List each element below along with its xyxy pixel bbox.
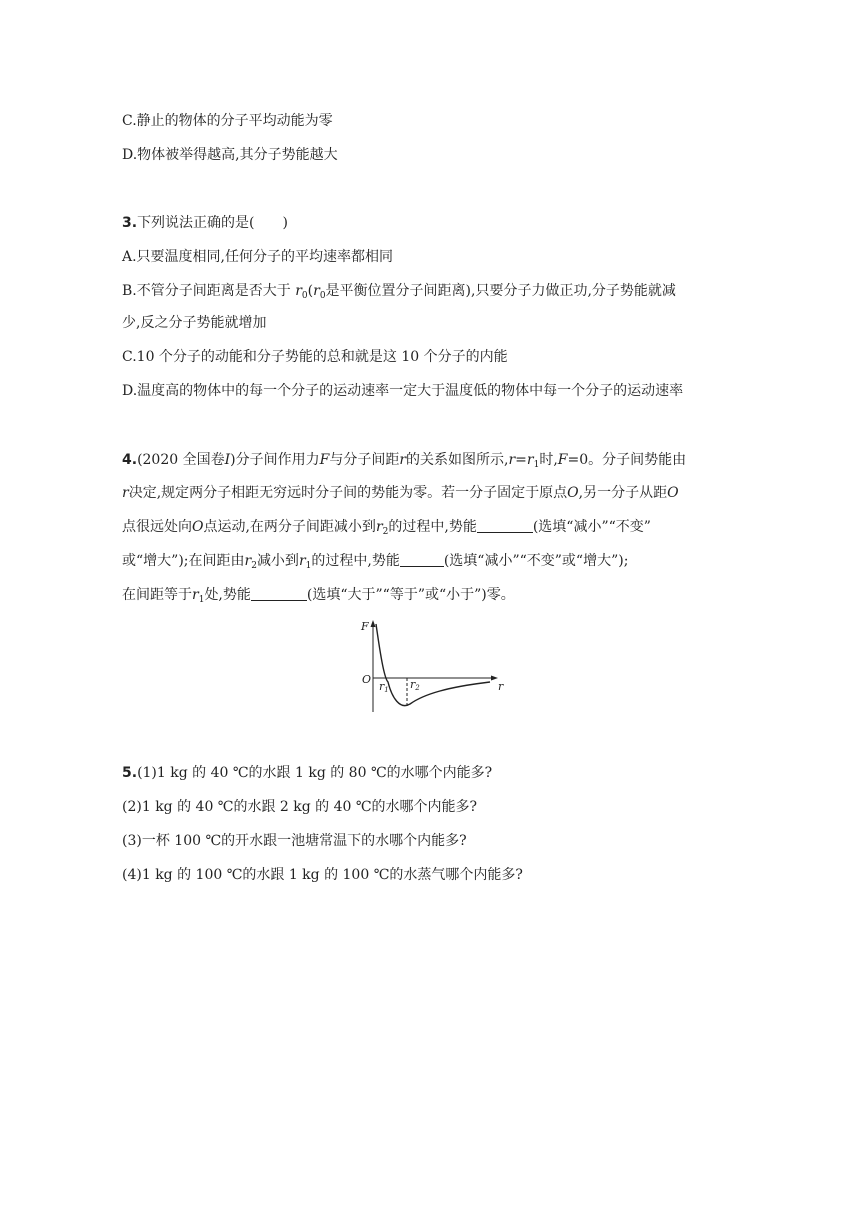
q3b-text-2: ( <box>307 283 314 299</box>
symbol-r: r <box>244 553 252 569</box>
symbol-r: r <box>122 485 129 501</box>
symbol-r: r <box>295 283 302 299</box>
q4-text: 的过程中,势能 <box>388 519 477 535</box>
symbol-r: r <box>192 587 199 603</box>
symbol-r: r <box>298 553 306 569</box>
symbol-O: O <box>667 485 679 501</box>
subscript: 0 <box>301 291 308 301</box>
q3-option-c: C.10 个分子的动能和分子势能的总和就是这 10 个分子的内能 <box>122 349 508 365</box>
q4-line-1 <box>122 450 686 475</box>
q4-text: =0。分子间势能由 <box>567 452 687 468</box>
y-axis-arrow <box>371 620 376 627</box>
subscript: 1 <box>533 460 540 470</box>
roman-numeral: Ⅰ <box>224 452 231 468</box>
q5-part-2: (2)1 kg 的 40 ℃的水跟 2 kg 的 40 ℃的水哪个内能多? <box>122 799 478 815</box>
q4-line-4 <box>122 551 628 576</box>
q4-text: 点运动,在两分子间距减小到 <box>203 519 376 535</box>
answer-blank[interactable] <box>251 586 307 601</box>
q4-text: 决定,规定两分子相距无穷远时分子间的势能为零。若一分子固定于原点 <box>128 485 568 501</box>
symbol-r: r <box>399 452 407 468</box>
q4-text: 点很远处向 <box>122 519 192 535</box>
q3-option-b-cont: 少,反之分子势能就增加 <box>122 315 267 331</box>
force-distance-graph <box>358 612 508 718</box>
symbol-O: O <box>192 519 204 535</box>
q3-option-d: D.温度高的物体中的每一个分子的运动速率一定大于温度低的物体中每一个分子的运动速率 <box>122 383 684 399</box>
q4-text: ,另一分子从距 <box>578 485 668 501</box>
symbol-r: r <box>375 519 383 535</box>
answer-blank[interactable] <box>477 518 533 533</box>
x-axis-label: r <box>498 680 504 693</box>
q4-text: )分子间作用力 <box>230 452 320 468</box>
subscript: 2 <box>382 527 389 537</box>
q4-line-2 <box>122 483 679 503</box>
q2-option-c: C.静止的物体的分子平均动能为零 <box>122 113 333 129</box>
symbol-F: F <box>319 452 330 468</box>
symbol-O: O <box>567 485 579 501</box>
question-number: 5. <box>122 765 138 781</box>
q3-stem-text: 下列说法正确的是( ) <box>137 215 288 231</box>
q4-line-3 <box>122 517 651 542</box>
question-number: 4. <box>122 452 138 468</box>
q3b-text-1: B.不管分子间距离是否大于 <box>122 283 296 299</box>
q3b-text-3: 是平衡位置分子间距离),只要分子力做正功,分子势能就减 <box>325 283 676 299</box>
r1-label: r1 <box>379 680 389 694</box>
q4-text: 处,势能 <box>204 587 251 603</box>
q3-stem <box>122 213 288 233</box>
q5-part-4: (4)1 kg 的 100 ℃的水跟 1 kg 的 100 ℃的水蒸气哪个内能多? <box>122 867 523 883</box>
answer-blank[interactable] <box>400 552 444 567</box>
q4-text: 与分子间距 <box>329 452 400 468</box>
origin-label: O <box>362 673 372 686</box>
q5-part-3: (3)一杯 100 ℃的开水跟一池塘常温下的水哪个内能多? <box>122 833 467 849</box>
q5-text: (1)1 kg 的 40 ℃的水跟 1 kg 的 80 ℃的水哪个内能多? <box>137 765 493 781</box>
q4-text: 或“增大”);在间距由 <box>122 553 245 569</box>
q2-option-d: D.物体被举得越高,其分子势能越大 <box>122 147 338 163</box>
question-number: 3. <box>122 215 138 231</box>
q5-part-1 <box>122 763 492 783</box>
subscript: 1 <box>198 595 205 605</box>
subscript: 0 <box>319 291 326 301</box>
force-curve <box>376 624 490 706</box>
x-axis-arrow <box>491 676 498 681</box>
q4-text: (2020 全国卷 <box>137 452 225 468</box>
q4-line-5 <box>122 585 515 610</box>
q4-text: 减小到 <box>256 553 299 569</box>
q4-text: 的过程中,势能 <box>311 553 400 569</box>
q4-text: 在间距等于 <box>122 587 192 603</box>
symbol-r-eq: r=r <box>508 452 534 468</box>
r2-label: r2 <box>410 678 420 692</box>
symbol-F: F <box>557 452 568 468</box>
q3-option-b <box>122 281 676 306</box>
q3-option-a: A.只要温度相同,任何分子的平均速率都相同 <box>122 249 394 265</box>
subscript: 1 <box>305 561 312 571</box>
symbol-r: r <box>313 283 320 299</box>
q4-text: (选填“大于”“等于”或“小于”)零。 <box>306 587 515 603</box>
q4-text: (选填“减小”“不变” <box>532 519 651 535</box>
q4-text: 的关系如图所示, <box>406 452 509 468</box>
subscript: 2 <box>251 561 257 571</box>
y-axis-label: F <box>361 620 369 633</box>
q4-text: (选填“减小”“不变”或“增大”); <box>443 553 629 569</box>
q4-text: 时, <box>539 452 558 468</box>
